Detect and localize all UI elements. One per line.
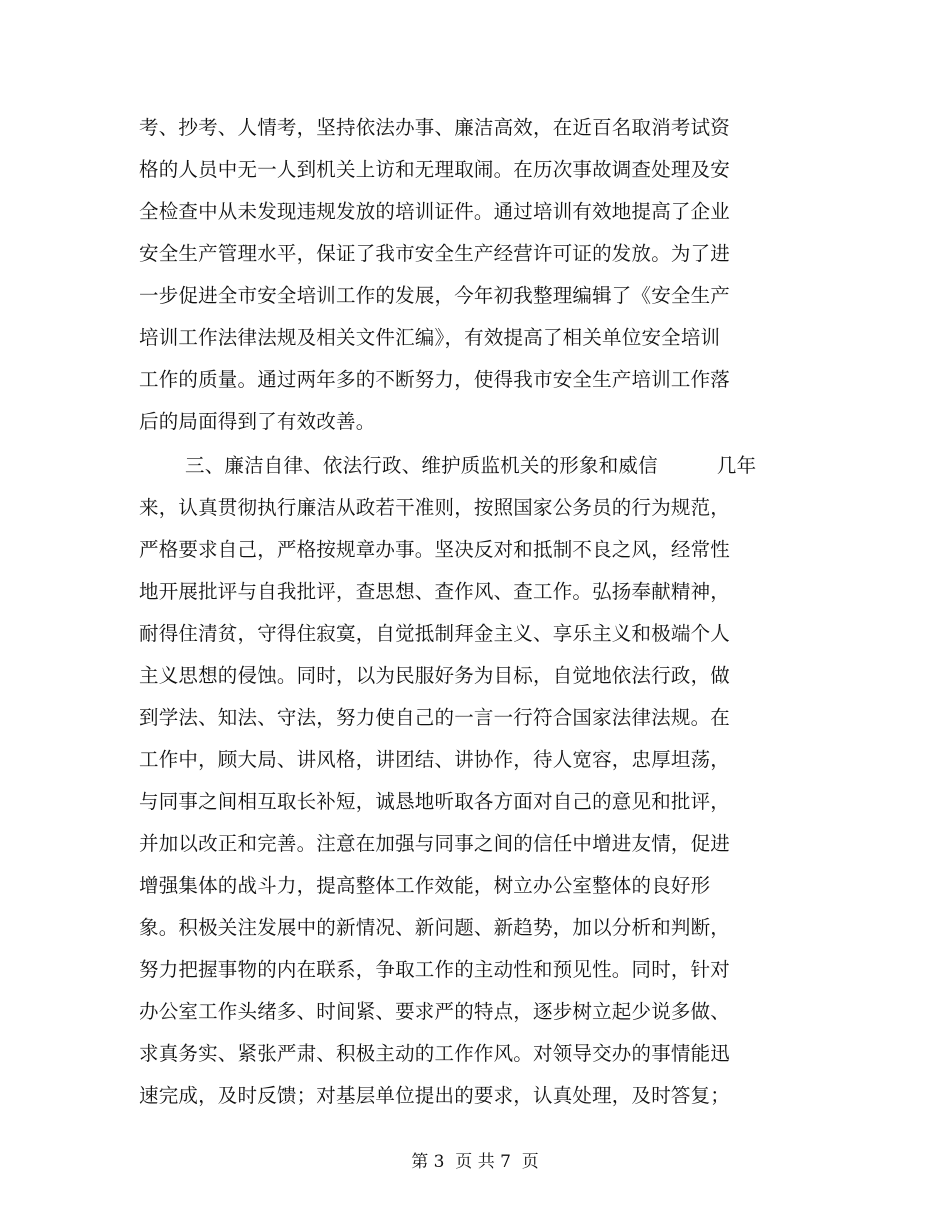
- text-line-20: 象。积极关注发展中的新情况、新问题、新趋势，加以分析和判断，: [139, 916, 731, 939]
- page-number-footer: 第 3 页 共 7 页: [411, 1152, 539, 1172]
- text-line-8: 后的局面得到了有效改善。: [139, 410, 376, 433]
- section-heading-line: 三、廉洁自律、依法行政、维护质监机关的形象和威信 几年: [185, 454, 757, 477]
- text-line-6: 培训工作法律法规及相关文件汇编》，有效提高了相关单位安全培训: [139, 326, 721, 349]
- text-line-5: 一步促进全市安全培训工作的发展，今年初我整理编辑了《安全生产: [139, 284, 731, 307]
- text-line-23: 求真务实、紧张严肃、积极主动的工作作风。对领导交办的事情能迅: [139, 1042, 731, 1065]
- text-line-12: 地开展批评与自我批评，查思想、查作风、查工作。弘扬奉献精神，: [139, 580, 731, 603]
- text-line-7: 工作的质量。通过两年多的不断努力，使得我市安全生产培训工作落: [139, 368, 731, 391]
- text-line-24: 速完成，及时反馈；对基层单位提出的要求，认真处理，及时答复；: [139, 1084, 731, 1107]
- text-line-11: 严格要求自己，严格按规章办事。坚决反对和抵制不良之风，经常性: [139, 538, 731, 561]
- text-line-3: 全检查中从未发现违规发放的培训证件。通过培训有效地提高了企业: [139, 200, 731, 223]
- text-line-15: 到学法、知法、守法，努力使自己的一言一行符合国家法律法规。在: [139, 706, 731, 729]
- text-line-19: 增强集体的战斗力，提高整体工作效能，树立办公室整体的良好形: [139, 874, 711, 897]
- text-line-14: 主义思想的侵蚀。同时，以为民服好务为目标，自觉地依法行政，做: [139, 664, 731, 687]
- text-line-17: 与同事之间相互取长补短，诚恳地听取各方面对自己的意见和批评，: [139, 790, 731, 813]
- text-line-13: 耐得住清贫，守得住寂寞，自觉抵制拜金主义、享乐主义和极端个人: [139, 622, 731, 645]
- text-line-10: 来，认真贯彻执行廉洁从政若干准则，按照国家公务员的行为规范，: [139, 496, 731, 519]
- text-line-2: 格的人员中无一人到机关上访和无理取闹。在历次事故调查处理及安: [139, 158, 731, 181]
- text-line-18: 并加以改正和完善。注意在加强与同事之间的信任中增进友情，促进: [139, 832, 731, 855]
- text-line-22: 办公室工作头绪多、时间紧、要求严的特点，逐步树立起少说多做、: [139, 1000, 731, 1023]
- text-line-4: 安全生产管理水平，保证了我市安全生产经营许可证的发放。为了进: [139, 242, 731, 265]
- text-line-21: 努力把握事物的内在联系，争取工作的主动性和预见性。同时，针对: [139, 958, 731, 981]
- text-line-1: 考、抄考、人情考，坚持依法办事、廉洁高效，在近百名取消考试资: [139, 116, 731, 139]
- text-line-16: 工作中，顾大局、讲风格，讲团结、讲协作，待人宽容，忠厚坦荡，: [139, 748, 731, 771]
